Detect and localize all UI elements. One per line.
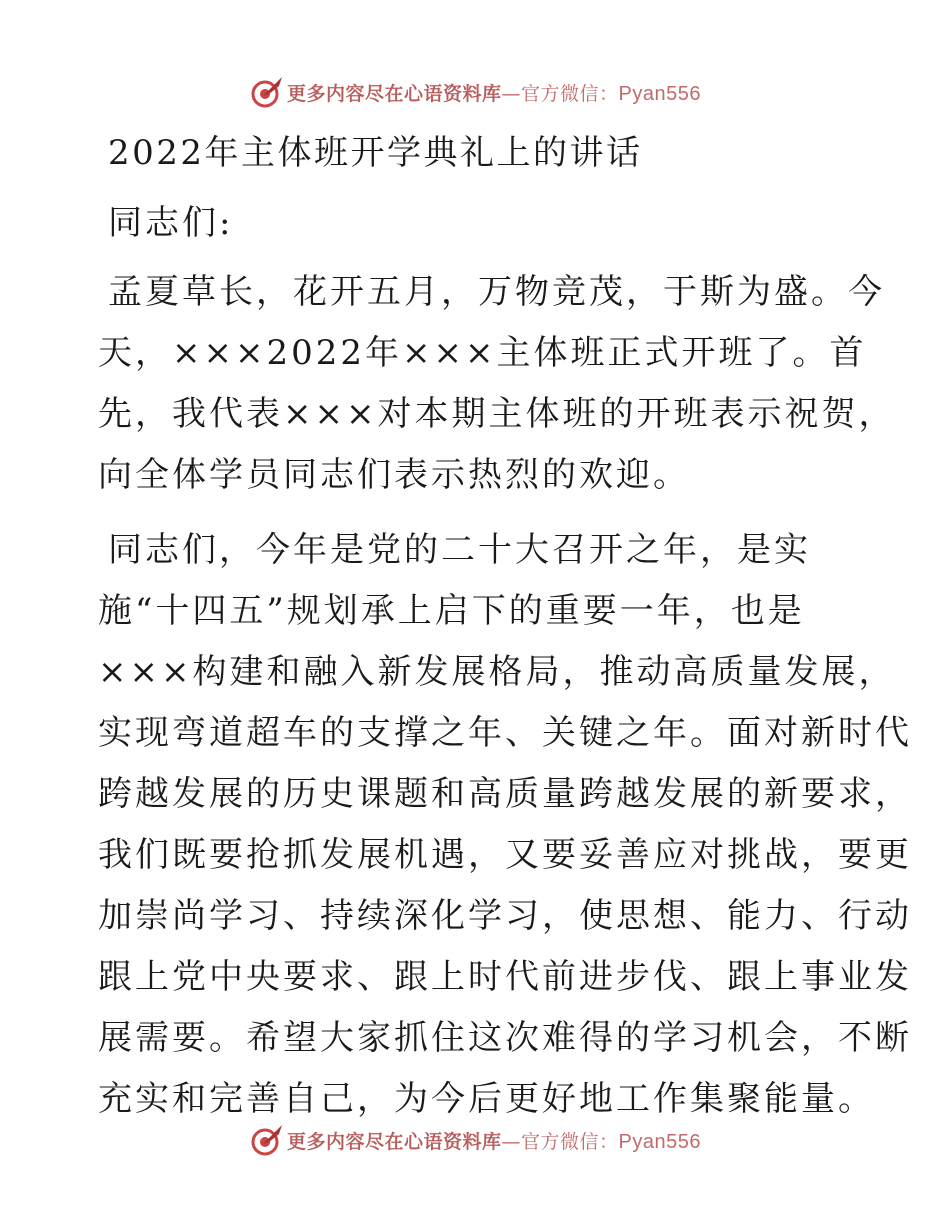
text-line: 天，×××2022年×××主体班正式开班了。首 [98,333,867,373]
banner-separator: — [501,1130,522,1153]
banner-text [287,79,701,106]
document-title: 2022年主体班开学典礼上的讲话 [108,133,643,173]
text-line: ×××构建和融入新发展格局，推动高质量发展， [98,652,896,692]
footer-banner [0,1120,950,1160]
salutation: 同志们: [108,203,234,243]
text-line: 实现弯道超车的支撑之年、关键之年。面对新时代 [98,713,912,753]
banner-suffix: 官方微信： [521,1130,619,1153]
document-body [98,122,912,1130]
banner-separator: — [501,82,522,105]
banner-account: Pyan556 [618,1130,701,1153]
paragraph-1 [98,262,896,506]
text-line: 展需要。希望大家抓住这次难得的学习机会，不断 [98,1018,912,1058]
paragraph-2 [98,520,912,1130]
banner-text [287,1127,701,1154]
text-line: 先，我代表×××对本期主体班的开班表示祝贺， [98,394,896,434]
text-line: 加崇尚学习、持续深化学习，使思想、能力、行动 [98,896,912,936]
header-banner [0,72,950,112]
text-line: 同志们，今年是党的二十大召开之年，是实 [108,530,811,570]
text-line: 施“十四五”规划承上启下的重要一年，也是 [98,591,805,631]
banner-prefix: 更多内容尽在心语资料库 [287,1130,502,1153]
banner-account: Pyan556 [618,82,701,105]
text-line: 跨越发展的历史课题和高质量跨越发展的新要求， [98,774,912,814]
banner-prefix: 更多内容尽在心语资料库 [287,82,502,105]
text-line: 我们既要抢抓发展机遇，又要妥善应对挑战，要更 [98,835,912,875]
banner-suffix: 官方微信： [521,82,619,105]
text-line: 向全体学员同志们表示热烈的欢迎。 [98,455,690,495]
text-line: 孟夏草长，花开五月，万物竞茂，于斯为盛。今 [108,272,885,312]
quill-seal-icon [249,74,285,110]
text-line: 充实和完善自己，为今后更好地工作集聚能量。 [98,1079,875,1119]
quill-seal-icon [249,1122,285,1158]
text-line: 跟上党中央要求、跟上时代前进步伐、跟上事业发 [98,957,912,997]
